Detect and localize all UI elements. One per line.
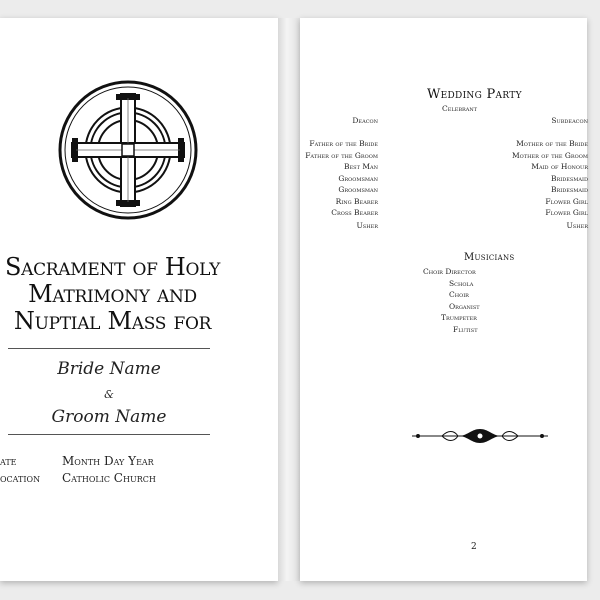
list-item: Groomsman [338, 185, 378, 194]
list-item: Organist [449, 301, 480, 311]
usher-right-label: Usher [566, 221, 588, 230]
list-item: Bridesmaid [550, 173, 588, 183]
left-page [0, 18, 278, 581]
list-item: Mother of the Bride [516, 139, 588, 148]
celebrant-label: Celebrant [442, 104, 478, 113]
wedding-party-heading: Wedding Party [427, 87, 522, 102]
musicians-heading: Musicians [464, 252, 515, 263]
deacon-label: Deacon [352, 116, 378, 125]
right-party-list [510, 138, 588, 219]
title-line: Nuptial Mass for [13, 307, 212, 335]
usher-left-label: Usher [356, 221, 378, 230]
list-item: Cross Bearer [331, 208, 378, 217]
date-label: ate [0, 454, 17, 468]
page-number: 2 [471, 542, 477, 552]
divider [8, 434, 210, 435]
bride-name: Bride Name [57, 359, 161, 379]
list-item: Bridesmaid [550, 185, 588, 194]
location-label: ocation [0, 471, 41, 485]
cross-seal-icon [58, 80, 198, 220]
divider [8, 348, 210, 349]
list-item: Trumpeter [441, 313, 477, 322]
left-party-list [300, 138, 378, 219]
list-item: Best Man [344, 162, 378, 171]
list-item: Maid of Honour [531, 162, 588, 171]
title-line: Matrimony and [28, 280, 197, 308]
list-item: Father of the Bride [309, 139, 378, 148]
list-item: Ring Bearer [335, 196, 378, 206]
list-item: Schola [449, 278, 474, 288]
list-item: Father of the Groom [305, 150, 378, 160]
list-item: Flower Girl [545, 208, 588, 217]
list-item: Mother of the Groom [511, 150, 588, 160]
location-value: Catholic Church [62, 471, 156, 485]
book-spine [278, 18, 300, 581]
page-title [0, 254, 225, 335]
date-value: Month Day Year [62, 454, 154, 468]
groom-name: Groom Name [51, 407, 167, 427]
musicians-list [423, 266, 480, 335]
list-item: Groomsman [338, 173, 378, 183]
list-item: Choir [449, 290, 469, 299]
list-item: Flutist [453, 324, 478, 334]
title-line: Sacrament of Holy [4, 253, 220, 281]
ampersand: & [104, 388, 114, 401]
list-item: Choir Director [423, 267, 476, 276]
list-item: Flower Girl [545, 196, 588, 206]
flourish-ornament-icon [412, 426, 548, 446]
subdeacon-label: Subdeacon [551, 116, 588, 125]
